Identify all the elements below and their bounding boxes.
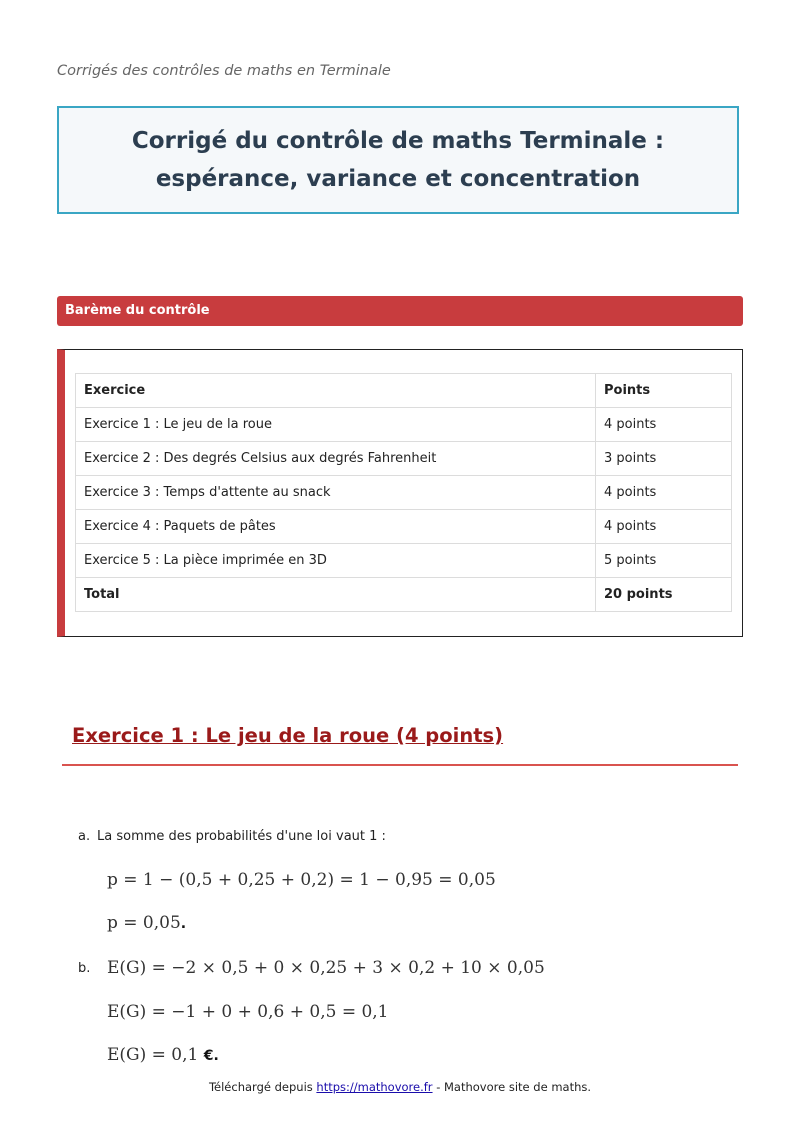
table-row	[76, 476, 732, 510]
equation-a2	[107, 913, 186, 933]
column-header-exercise: Exercice	[76, 374, 596, 408]
equation-b3	[107, 1045, 219, 1065]
exercise1-title: Exercice 1 : Le jeu de la roue (4 points)	[72, 724, 504, 747]
footer-suffix: - Mathovore site de maths.	[432, 1080, 592, 1094]
table-total-row	[76, 578, 732, 612]
equation-a2-value: p = 0,05	[107, 913, 181, 933]
points-cell: 3 points	[596, 442, 732, 476]
points-cell: 4 points	[596, 510, 732, 544]
footer-prefix: Téléchargé depuis	[208, 1080, 317, 1094]
section-divider	[62, 764, 738, 766]
table-header-row	[76, 374, 732, 408]
equation-b3-suffix: €.	[203, 1048, 219, 1064]
points-cell: 4 points	[596, 476, 732, 510]
title-box	[57, 106, 739, 214]
equation-b1: E(G) = −2 × 0,5 + 0 × 0,25 + 3 × 0,2 + 10 × 0,05	[107, 958, 545, 978]
bareme-box	[57, 349, 743, 637]
page-subtitle: Corrigés des contrôles de maths en Terminale	[57, 63, 391, 79]
exercise-cell: Exercice 4 : Paquets de pâtes	[76, 510, 596, 544]
equation-a1: p = 1 − (0,5 + 0,25 + 0,2) = 1 − 0,95 = 0,05	[107, 870, 496, 890]
equation-a2-suffix: .	[180, 916, 187, 932]
item-b-label: b.	[78, 961, 91, 976]
total-label-cell: Total	[76, 578, 596, 612]
item-a-text: La somme des probabilités d'une loi vaut 1 :	[97, 829, 386, 844]
points-cell: 5 points	[596, 544, 732, 578]
page-footer	[0, 1080, 800, 1094]
exercise-cell: Exercice 1 : Le jeu de la roue	[76, 408, 596, 442]
page-title: Corrigé du contrôle de maths Terminale : espérance, variance et concentration	[131, 128, 665, 192]
equation-b2: E(G) = −1 + 0 + 0,6 + 0,5 = 0,1	[107, 1002, 389, 1022]
footer-link[interactable]: https://mathovore.fr	[316, 1080, 433, 1094]
exercise-cell: Exercice 5 : La pièce imprimée en 3D	[76, 544, 596, 578]
equation-b3-value: E(G) = 0,1	[107, 1045, 199, 1065]
points-cell: 4 points	[596, 408, 732, 442]
table-row	[76, 442, 732, 476]
table-row	[76, 544, 732, 578]
table-row	[76, 408, 732, 442]
table-row	[76, 510, 732, 544]
item-a-label: a.	[78, 829, 91, 844]
total-points-cell: 20 points	[596, 578, 732, 612]
exercise-cell: Exercice 2 : Des degrés Celsius aux degrés Fahrenheit	[76, 442, 596, 476]
exercise-cell: Exercice 3 : Temps d'attente au snack	[76, 476, 596, 510]
bareme-table	[75, 373, 732, 612]
column-header-points: Points	[596, 374, 732, 408]
bareme-heading: Barème du contrôle	[57, 296, 743, 326]
